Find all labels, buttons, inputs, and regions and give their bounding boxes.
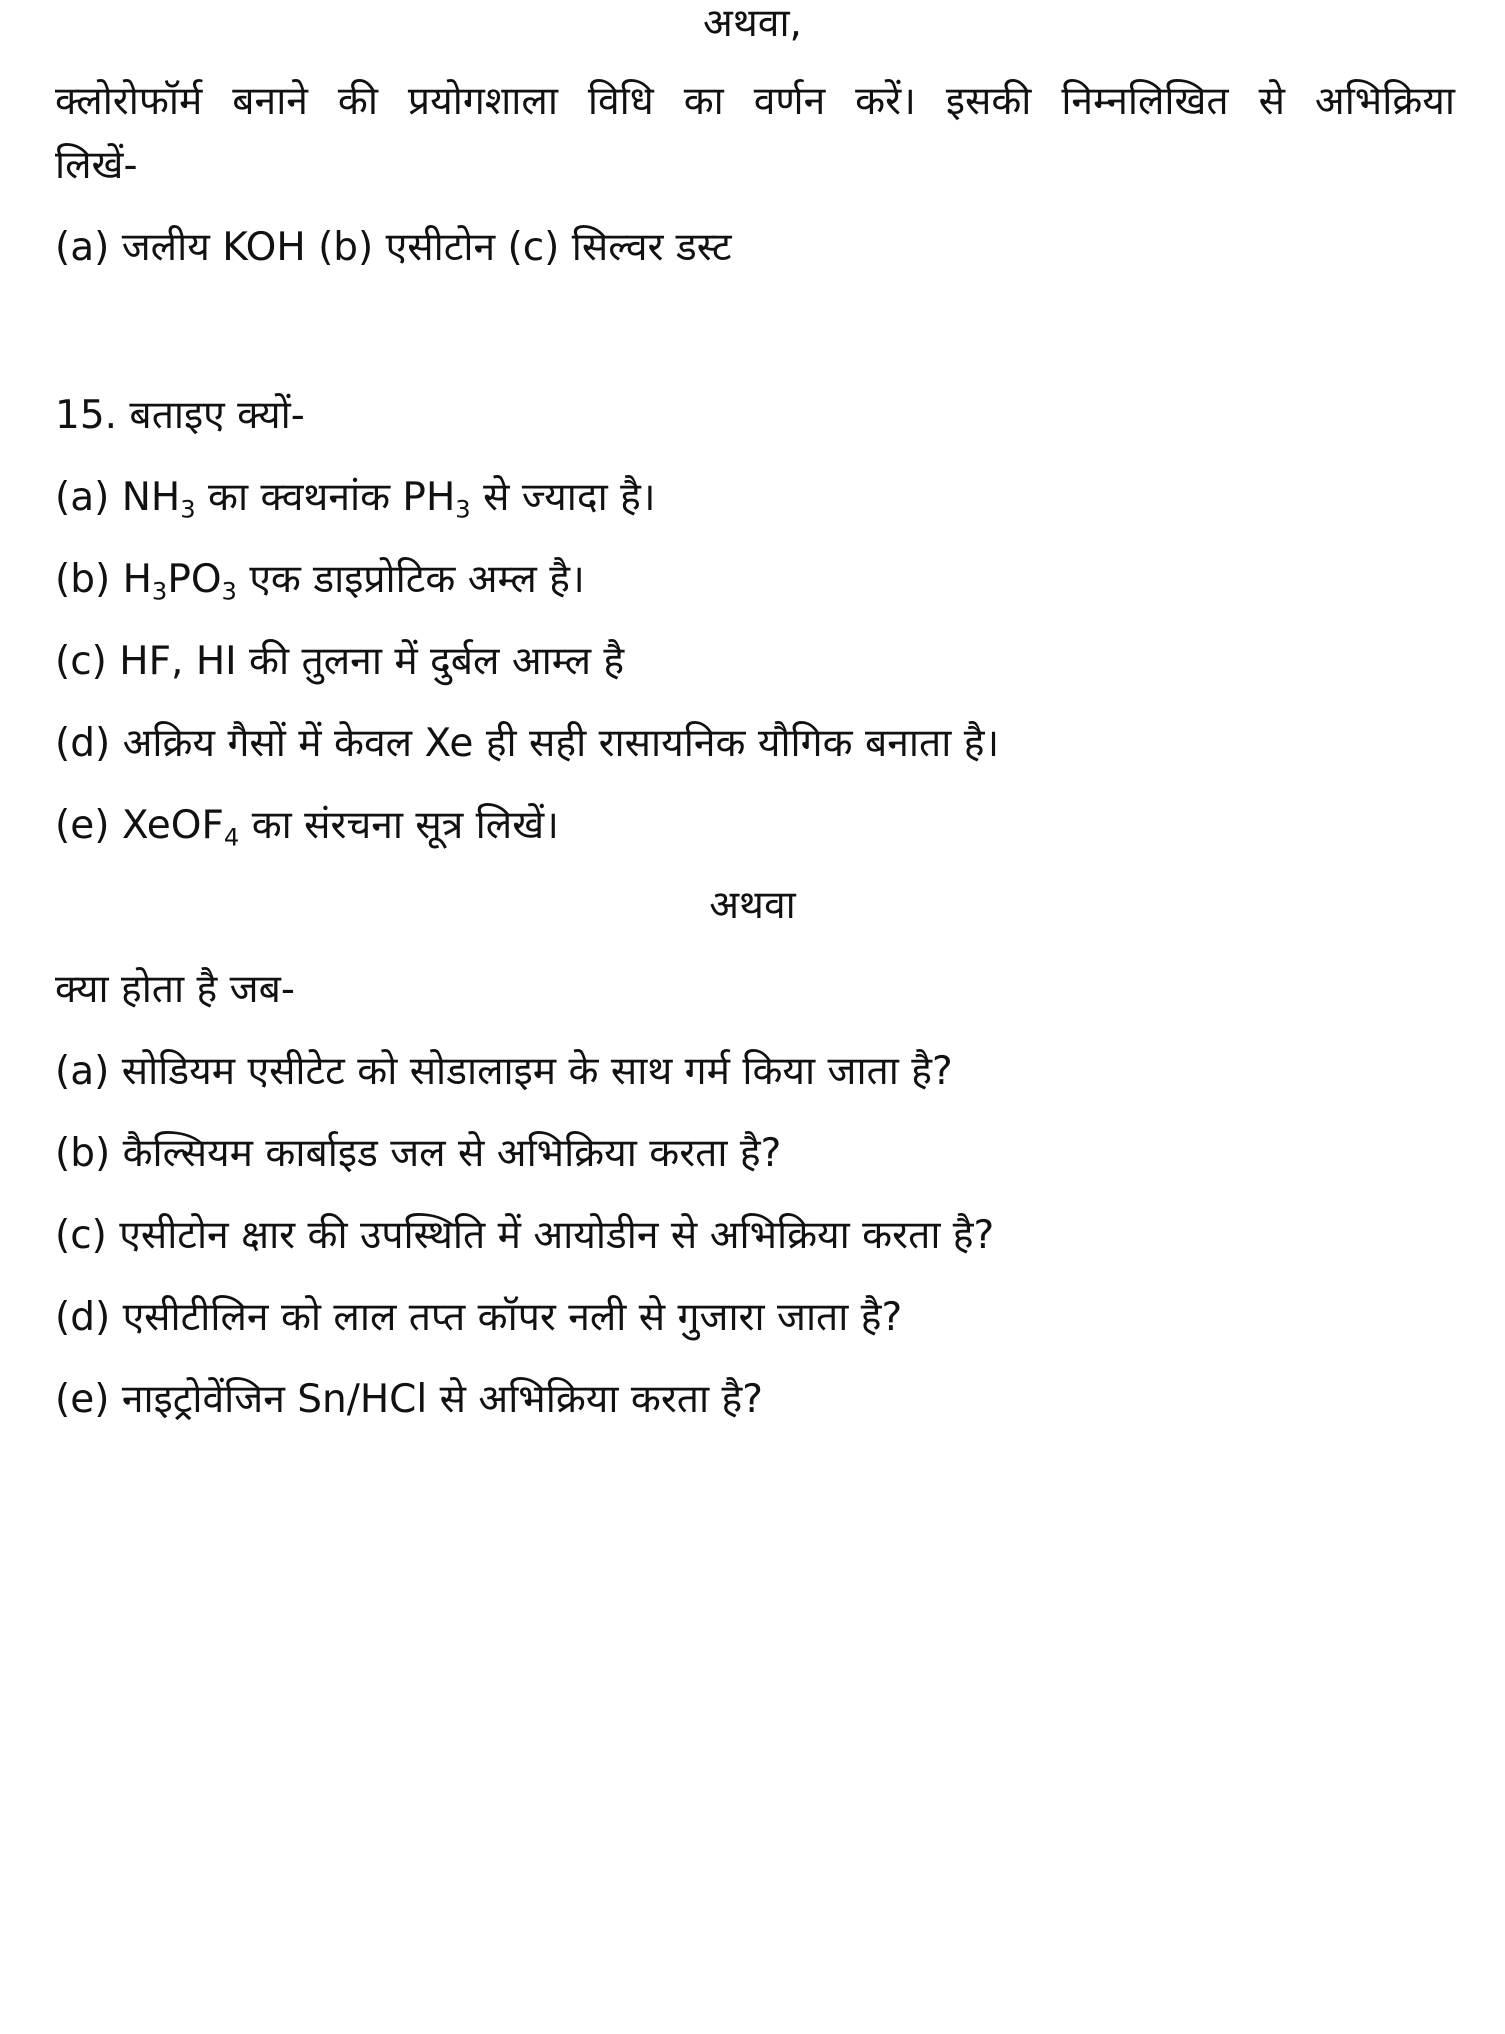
item-a-sub2: 3 xyxy=(455,495,471,524)
item-b-prefix: (b) H xyxy=(55,557,152,602)
chloroform-options: (a) जलीय KOH (b) एसीटोन (c) सिल्वर डस्ट xyxy=(55,225,732,270)
item-a-mid: का क्वथनांक PH xyxy=(195,475,456,520)
question-15-item-b xyxy=(55,554,585,606)
item-e-suffix: का संरचना सूत्र लिखें। xyxy=(239,803,559,848)
item-a-prefix: (a) NH xyxy=(55,475,181,520)
alt-item-e: (e) नाइट्रोवेंजिन Sn/HCl से अभिक्रिया करता है? xyxy=(55,1377,763,1422)
item-e-prefix: (e) XeOF xyxy=(55,803,224,848)
item-b-mid: PO xyxy=(167,557,222,602)
chloroform-question-line2: लिखें- xyxy=(55,143,138,188)
alt-heading-2: अथवा xyxy=(709,883,796,928)
alt-item-c: (c) एसीटोन क्षार की उपस्थिति में आयोडीन से अभिक्रिया करता है? xyxy=(55,1213,995,1258)
alt-question-intro: क्या होता है जब- xyxy=(55,967,295,1012)
alt-heading-1: अथवा, xyxy=(703,1,802,46)
item-b-sub1: 3 xyxy=(151,577,168,606)
alt-item-d: (d) एसीटीलिन को लाल तप्त कॉपर नली से गुजारा जाता है? xyxy=(55,1295,903,1340)
chloroform-question-line1: क्लोरोफॉर्म बनाने की प्रयोगशाला विधि का वर्णन करें। इसकी निम्नलिखित से अभिक्रिया xyxy=(55,79,1455,124)
alt-item-a: (a) सोडियम एसीटेट को सोडालाइम के साथ गर्म किया जाता है? xyxy=(55,1049,953,1094)
alt-item-b: (b) कैल्सियम कार्बाइड जल से अभिक्रिया करता है? xyxy=(55,1131,782,1176)
item-b-sub2: 3 xyxy=(221,577,237,606)
question-15-item-c: (c) HF, HI की तुलना में दुर्बल आम्ल है xyxy=(55,639,625,684)
question-15-item-a xyxy=(55,472,656,524)
item-e-sub1: 4 xyxy=(223,823,240,852)
question-15-item-e xyxy=(55,800,559,852)
question-15-title: 15. बताइए क्यों- xyxy=(55,393,305,438)
question-15-item-d: (d) अक्रिय गैसों में केवल Xe ही सही रासायनिक यौगिक बनाता है। xyxy=(55,721,1000,766)
item-b-suffix: एक डाइप्रोटिक अम्ल है। xyxy=(236,557,585,602)
item-a-suffix: से ज्यादा है। xyxy=(470,475,656,520)
item-a-sub1: 3 xyxy=(180,495,196,524)
